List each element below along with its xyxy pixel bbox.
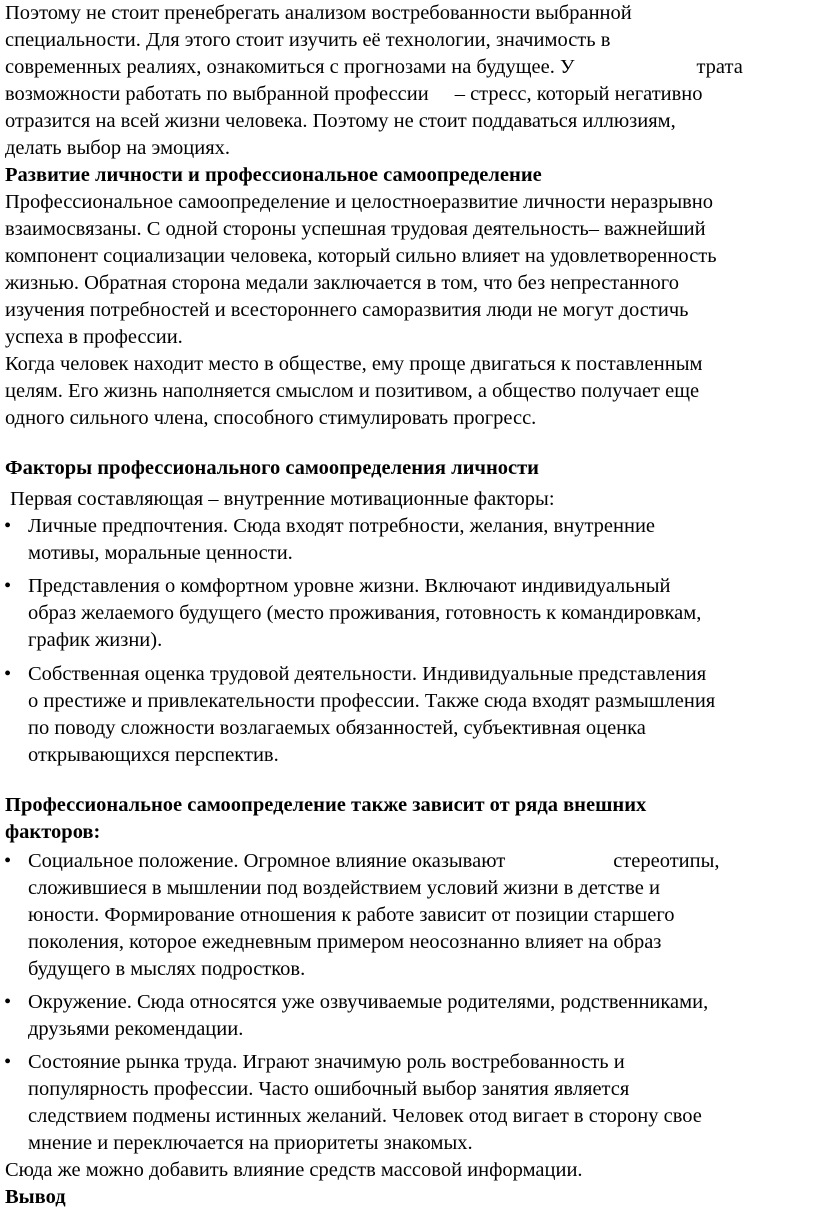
bullet-marker: • [4, 575, 12, 597]
external-factor-1-line-1 [28, 848, 720, 875]
intro-line-2: специальности. Для этого стоит изучить её технологии, значимость в [5, 29, 611, 51]
intro-line-1: Поэтому не стоит пренебрегать анализом востребованности выбранной [5, 2, 632, 24]
external-factor-3-line-4: мнение и переключается на приоритеты знакомых. [28, 1132, 473, 1154]
intro-line-4 [5, 81, 703, 108]
internal-factor-1-line-2: мотивы, моральные ценности. [28, 542, 293, 564]
bullet-marker: • [4, 515, 12, 537]
bullet-marker: • [4, 991, 12, 1013]
external-factor-3-line-3: следствием подмены истинных желаний. Человек отод вигает в сторону свое [28, 1105, 702, 1127]
section-heading-external-line-1: Профессиональное самоопределение также зависит от ряда внешних [5, 794, 647, 816]
section1-line-6: успеха в профессии. [5, 326, 183, 348]
section1-line-1: Профессиональное самоопределение и целостноеразвитие личности неразрывно [5, 191, 714, 213]
internal-factor-3-line-1: Собственная оценка трудовой деятельности. Индивидуальные представления [28, 663, 707, 685]
intro-line-3 [5, 54, 743, 81]
section2-intro: Первая составляющая – внутренние мотивационные факторы: [10, 488, 555, 510]
bullet-marker: • [4, 1051, 12, 1073]
conclusion-heading: Вывод [5, 1186, 66, 1208]
intro-line-6: делать выбор на эмоциях. [5, 137, 231, 159]
section-heading-factors: Факторы профессионального самоопределения личности [5, 457, 539, 479]
bullet-marker: • [4, 850, 12, 872]
intro-line-4-tail: – стресс, который негативно [454, 83, 703, 105]
intro-line-3-text: современных реалиях, ознакомиться с прогнозами на будущее. У [5, 56, 575, 78]
external-factor-3-line-2: популярность профессии. Часто ошибочный выбор занятия является [28, 1078, 630, 1100]
intro-line-5: отразится на всей жизни человека. Поэтому не стоит поддаваться иллюзиям, [5, 110, 676, 132]
media-influence-note: Сюда же можно добавить влияние средств массовой информации. [5, 1159, 583, 1181]
external-factor-1-line-1-tail: стереотипы, [613, 850, 720, 872]
section1-line-4: жизнью. Обратная сторона медали заключается в том, что без непрестанного [5, 272, 679, 294]
internal-factor-3-line-4: открывающихся перспектив. [28, 744, 279, 766]
bullet-marker: • [4, 663, 12, 685]
external-factor-1-line-1-text: Социальное положение. Огромное влияние оказывают [28, 850, 506, 872]
external-factor-1-line-2: сложившиеся в мышлении под воздействием условий жизни в детстве и [28, 877, 660, 899]
section-heading-development: Развитие личности и профессиональное самоопределение [5, 164, 542, 186]
external-factor-1-line-5: будущего в мыслях подростков. [28, 958, 306, 980]
external-factor-1-line-3: юности. Формирование отношения к работе зависит от позиции старшего [28, 904, 675, 926]
intro-line-4-text: возможности работать по выбранной профессии [5, 83, 429, 105]
section1-line-8: целям. Его жизнь наполняется смыслом и позитивом, а общество получает еще [5, 380, 700, 402]
internal-factor-2-line-3: график жизни). [28, 629, 163, 651]
section1-line-5: изучения потребностей и всестороннего саморазвития люди не могут достичь [5, 299, 689, 321]
internal-factor-2-line-1: Представления о комфортном уровне жизни. Включают индивидуальный [28, 575, 671, 597]
external-factor-1-line-4: поколения, которое ежедневным примером неосознанно влияет на образ [28, 931, 662, 953]
section1-line-3: компонент социализации человека, который сильно влияет на удовлетворенность [5, 245, 717, 267]
intro-line-3-tail: трата [696, 56, 743, 78]
section-heading-external-line-2: факторов: [5, 821, 101, 843]
external-factor-2-line-1: Окружение. Сюда относятся уже озвучиваемые родителями, родственниками, [28, 991, 709, 1013]
internal-factor-2-line-2: образ желаемого будущего (место проживания, готовность к командировкам, [28, 602, 702, 624]
section1-line-9: одного сильного члена, способного стимулировать прогресс. [5, 407, 537, 429]
internal-factor-3-line-2: о престиже и привлекательности профессии. Также сюда входят размышления [28, 690, 716, 712]
internal-factor-3-line-3: по поводу сложности возлагаемых обязанностей, субъективная оценка [28, 717, 646, 739]
internal-factor-1-line-1: Личные предпочтения. Сюда входят потребности, желания, внутренние [28, 515, 656, 537]
external-factor-3-line-1: Состояние рынка труда. Играют значимую роль востребованность и [28, 1051, 625, 1073]
section1-line-2: взаимосвязаны. С одной стороны успешная трудовая деятельность– важнейший [5, 218, 706, 240]
external-factor-2-line-2: друзьями рекомендации. [28, 1018, 244, 1040]
section1-line-7: Когда человек находит место в обществе, ему проще двигаться к поставленным [5, 353, 703, 375]
